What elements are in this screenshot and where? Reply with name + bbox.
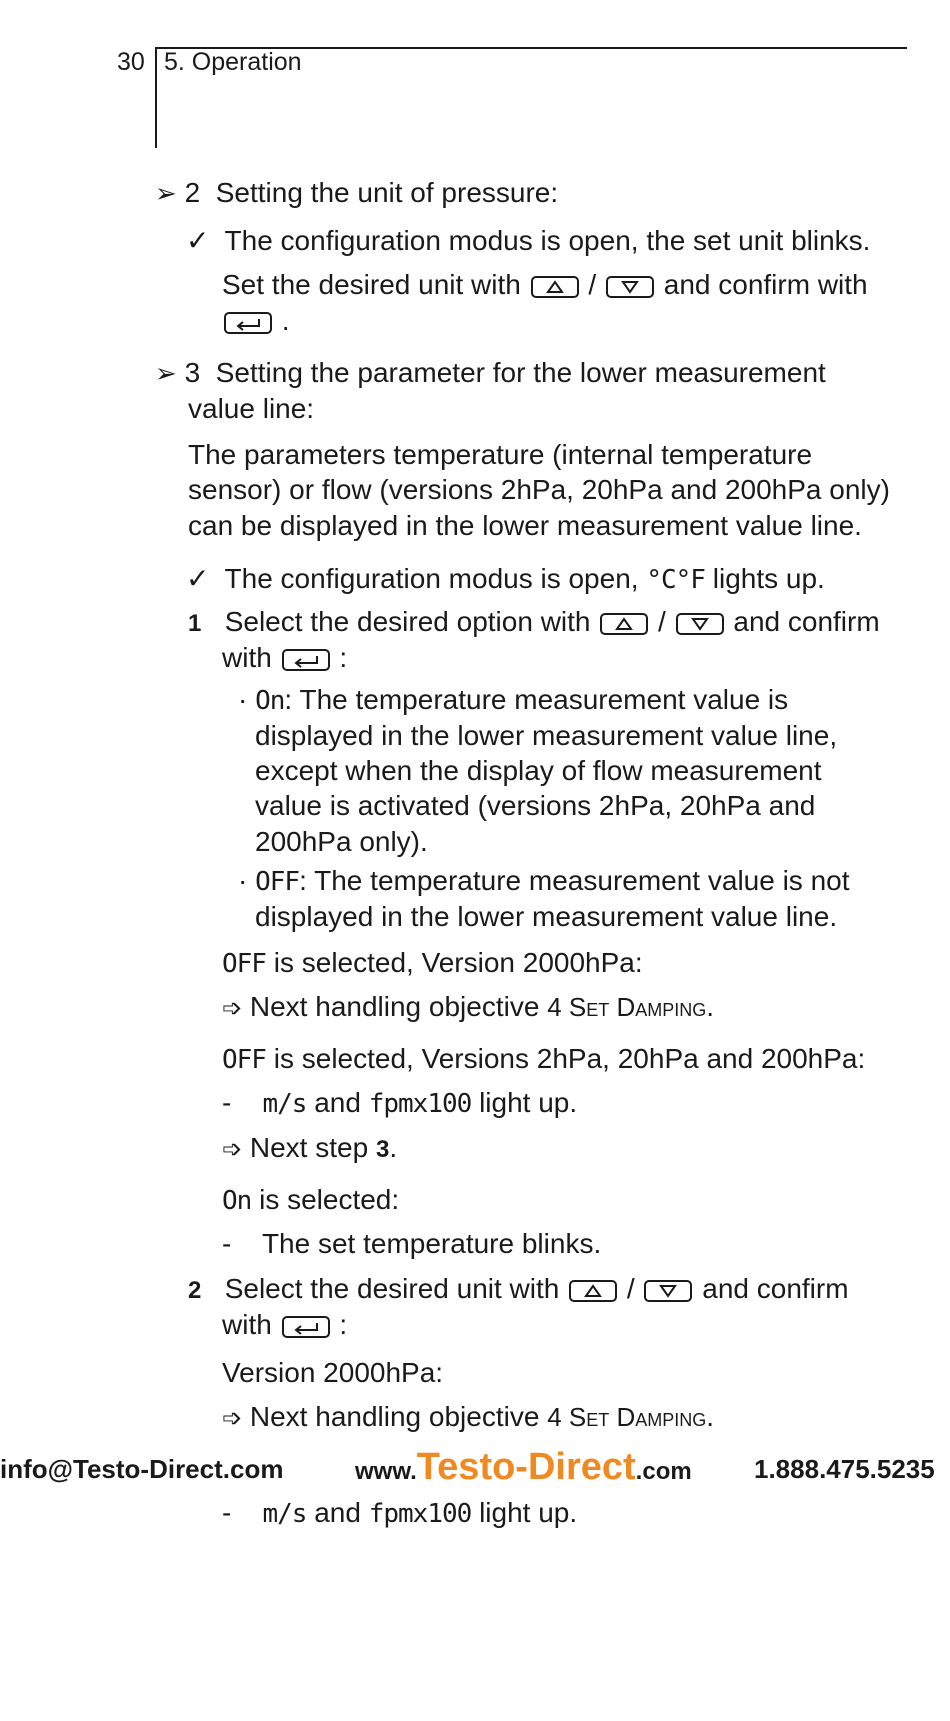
bullet-on-line-2: displayed in the lower measurement value line, [255, 720, 838, 751]
dash-text: - [222, 1497, 232, 1528]
pointing-hand-icon: ➩ [222, 995, 243, 1022]
lcd-fpm: fpmx100 [368, 1089, 472, 1119]
enter-key-icon [224, 312, 272, 334]
step3-check-text-b: lights up. [712, 563, 825, 594]
substep2-text: Select the desired unit with [224, 1273, 560, 1304]
up-key-icon [569, 1280, 617, 1302]
slash-text: / [658, 606, 666, 637]
next-objective-ref: 4 Set Damping [547, 992, 707, 1022]
enter-key-icon [282, 1316, 330, 1338]
lcd-ms: m/s [262, 1089, 307, 1119]
pointing-hand-icon: ➩ [222, 1136, 243, 1163]
substep1-number: 1 [188, 610, 202, 637]
step2-heading [155, 175, 558, 211]
checkmark-icon: ✓ [186, 225, 210, 256]
substep2-with: with [222, 1309, 272, 1340]
off-version-2000-text: is selected, Version 2000hPa: [273, 947, 643, 978]
step2-instr-text-b: and confirm with [663, 269, 868, 300]
step3-check-text: The configuration modus is open, [224, 563, 639, 594]
pointing-hand-icon: ➩ [222, 1405, 243, 1432]
step2-check [186, 223, 870, 259]
bullet-dot: · [238, 865, 248, 896]
step2-instruction [222, 267, 868, 303]
step3-desc-line-1: The parameters temperature (internal temperature [188, 439, 813, 470]
header-divider-vertical [155, 48, 157, 148]
down-key-icon [606, 276, 654, 298]
lightup-text: light up. [479, 1497, 578, 1528]
lcd-off: OFF [222, 1045, 266, 1075]
step2-enter-line [222, 303, 290, 339]
period-text: . [706, 991, 715, 1022]
lightup-line-2 [222, 1495, 577, 1532]
footer-site-suffix: .com [635, 1458, 692, 1485]
and-text: and [314, 1497, 361, 1528]
substep1-with: with [222, 642, 272, 673]
down-key-icon [676, 613, 724, 635]
bullet-off-text: : The temperature measurement value is not [299, 865, 850, 896]
footer-email[interactable]: info@Testo-Direct.com [0, 1454, 284, 1484]
step3-check [186, 561, 825, 598]
on-selected [222, 1182, 399, 1219]
step3-desc-line-2: sensor) or flow (versions 2hPa, 20hPa and 200hPa only) [188, 474, 890, 505]
page-number: 30 [117, 48, 145, 76]
colon-text: : [339, 642, 348, 673]
lightup-text: light up. [479, 1087, 578, 1118]
bullet-dot: · [238, 684, 248, 715]
step2-number: 2 [184, 177, 201, 208]
version-2000: Version 2000hPa: [222, 1357, 444, 1388]
dash-text: - [222, 1087, 232, 1118]
step3-heading [155, 355, 826, 391]
next-step-number: 3 [375, 1136, 390, 1163]
period-text: . [706, 1401, 715, 1432]
down-key-icon [644, 1280, 692, 1302]
off-versions-small [222, 1041, 865, 1078]
next-step-text: Next step [249, 1132, 369, 1163]
off-versions-small-text: is selected, Versions 2hPa, 20hPa and 200hPa: [273, 1043, 866, 1074]
next-objective-text: Next handling objective [249, 991, 540, 1022]
bullet-on-line-1 [238, 682, 788, 719]
step3-title: Setting the parameter for the lower measurement [215, 357, 826, 388]
step2-instr-text: Set the desired unit with [222, 269, 521, 300]
next-objective-text: Next handling objective [249, 1401, 540, 1432]
step2-title: Setting the unit of pressure: [215, 177, 559, 208]
step3-desc-line-3: can be displayed in the lower measurement value line. [188, 510, 862, 541]
lcd-ms: m/s [262, 1499, 307, 1529]
lcd-off: OFF [222, 949, 266, 979]
section-title: 5. Operation [164, 48, 302, 76]
bullet-on-line-5: 200hPa only). [255, 826, 428, 857]
checkmark-icon: ✓ [186, 563, 210, 594]
footer-website[interactable] [355, 1446, 692, 1489]
lightup-line-1 [222, 1085, 577, 1122]
footer-phone[interactable]: 1.888.475.5235 [754, 1454, 935, 1484]
colon-text: : [339, 1309, 348, 1340]
next-objective-ref: 4 Set Damping [547, 1402, 707, 1432]
lcd-on: On [255, 686, 285, 716]
temp-blinks-text: The set temperature blinks. [261, 1228, 602, 1259]
substep1-text: Select the desired option with [224, 606, 591, 637]
substep1-text-b: and confirm [733, 606, 880, 637]
period-text: . [281, 305, 290, 336]
enter-key-icon [282, 649, 330, 671]
slash-text: / [626, 1273, 635, 1304]
bullet-on-line-4: value is activated (versions 2hPa, 20hPa and [255, 790, 816, 821]
step3-title-cont: value line: [188, 393, 315, 424]
bullet-on-line-3: except when the display of flow measurement [255, 755, 822, 786]
bullet-off-line-1 [238, 863, 850, 900]
substep2-number: 2 [188, 1277, 202, 1304]
arrow-icon: ➢ [155, 358, 177, 388]
footer-site-prefix: www. [355, 1458, 417, 1485]
dash-text: - [222, 1228, 232, 1259]
substep2 [188, 1271, 849, 1309]
step3-number: 3 [184, 357, 201, 388]
footer-site-brand: Testo-Direct [416, 1446, 636, 1488]
period-text: . [389, 1132, 398, 1163]
on-selected-text: is selected: [259, 1184, 400, 1215]
temp-blinks [222, 1226, 601, 1262]
next-objective-2 [222, 1399, 714, 1437]
substep2-text-b: and confirm [702, 1273, 849, 1304]
lcd-off: OFF [255, 867, 300, 897]
step2-check-text: The configuration modus is open, the set unit blinks. [224, 225, 871, 256]
bullet-off-line-2: displayed in the lower measurement value line. [255, 901, 838, 932]
up-key-icon [531, 276, 579, 298]
and-text: and [314, 1087, 361, 1118]
substep1 [188, 604, 880, 642]
off-version-2000 [222, 945, 643, 982]
up-key-icon [600, 613, 648, 635]
arrow-icon: ➢ [155, 178, 177, 208]
next-objective-1 [222, 989, 714, 1027]
slash-text: / [588, 269, 597, 300]
lcd-fpm: fpmx100 [368, 1499, 472, 1529]
substep1-cont [222, 640, 347, 676]
lcd-on: On [222, 1186, 252, 1216]
substep2-cont [222, 1307, 347, 1343]
next-step [222, 1130, 397, 1168]
lcd-celsius-fahrenheit: °C°F [646, 565, 705, 595]
bullet-on-text: : The temperature measurement value is [284, 684, 789, 715]
